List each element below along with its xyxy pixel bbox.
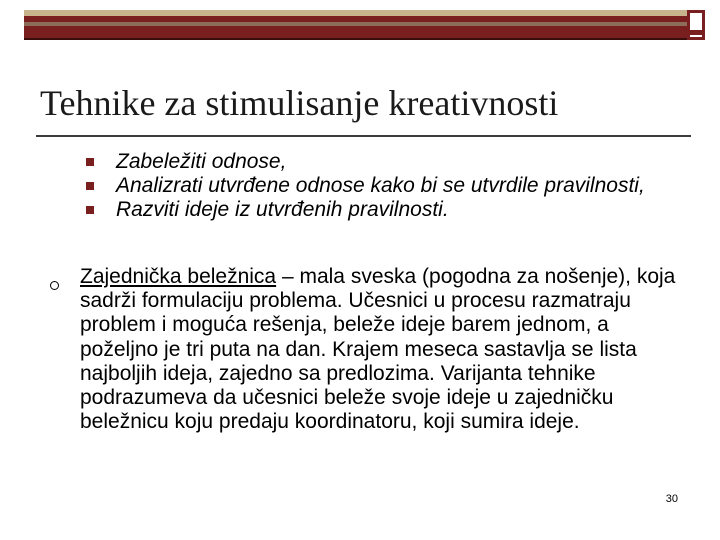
sub-bullet-text: Analizrati utvrđene odnose kako bi se utvrdile pravilnosti, [116, 174, 645, 197]
page-number: 30 [665, 493, 678, 505]
header-decoration-bar [24, 10, 687, 40]
sub-bullet-item [86, 198, 676, 222]
square-bullet-icon [86, 158, 94, 166]
sub-bullet-text: Razviti ideje iz utvrđenih pravilnosti. [116, 198, 449, 221]
circle-bullet-icon [50, 281, 59, 290]
main-bullet-lead-term: Zajednička beležnica [80, 265, 277, 288]
square-bullet-icon [86, 206, 94, 214]
sub-bullet-item [86, 150, 676, 174]
header-corner-square [687, 10, 705, 40]
slide-title: Tehnike za stimulisanje kreativnosti [40, 83, 559, 123]
sub-bullet-item [86, 174, 676, 198]
main-bullet-item [48, 265, 688, 434]
title-underline [36, 135, 691, 137]
sub-bullet-list [86, 150, 676, 222]
sub-bullet-text: Zabeležiti odnose, [116, 150, 287, 173]
header-stripe [24, 22, 687, 26]
square-bullet-icon [86, 182, 94, 190]
main-bullet-body: – mala sveska (pogodna za nošenje), koja sadrži formulaciju problema. Učesnici u procesu razmatraju problem i moguća rešenja, beleže ideje barem jednom, a poželjno je tri puta na dan. Krajem meseca sastavlja se lista najboljih ideja, zajedno sa predlozima. Varijanta tehnike podrazumeva da učesnici beleže svoje ideje u zajedničku beležnicu koju predaju koordinatoru, koji sumira ideje. [80, 265, 676, 434]
